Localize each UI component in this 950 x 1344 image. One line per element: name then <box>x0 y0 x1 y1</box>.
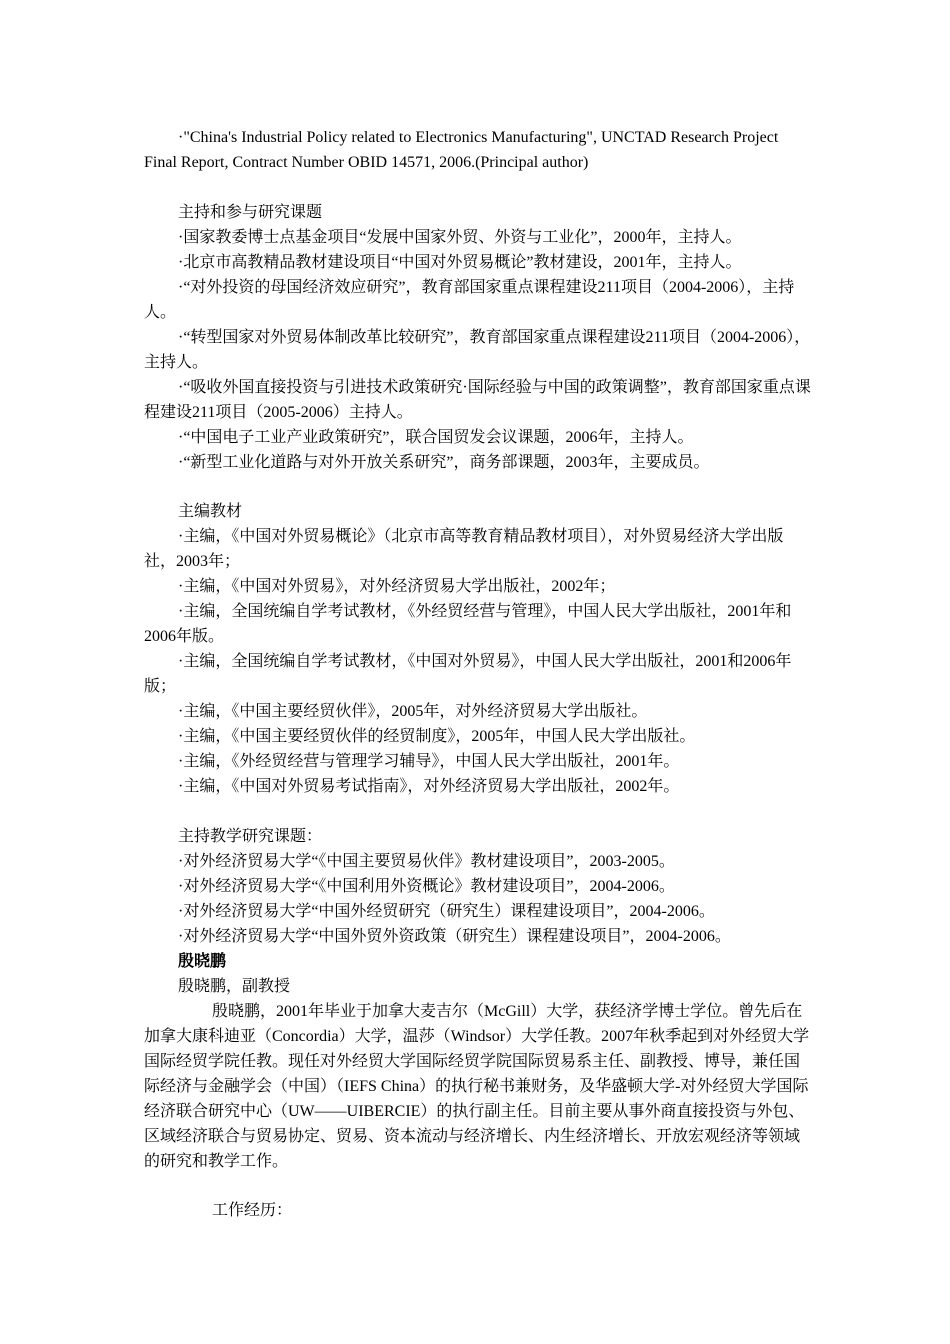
teaching-item: ·对外经济贸易大学“《中国利用外资概论》教材建设项目”，2004-2006。 <box>178 878 675 895</box>
work-heading: 工作经历： <box>212 1202 293 1219</box>
teaching-item: ·对外经济贸易大学“中国外贸外资政策（研究生）课程建设项目”，2004-2006。 <box>178 928 731 945</box>
textbook-item: ·主编，《中国对外贸易》，对外经济贸易大学出版社，2002年； <box>178 578 616 595</box>
textbook-item: ·主编，《外经贸经营与管理学习辅导》，中国人民大学出版社，2001年。 <box>178 753 680 770</box>
research-item: ·“新型工业化道路与对外开放关系研究”，商务部课题，2003年，主要成员。 <box>178 454 710 471</box>
textbook-item: ·主编，《中国主要经贸伙伴的经贸制度》，2005年，中国人民大学出版社。 <box>178 728 696 745</box>
research-item: ·“对外投资的母国经济效应研究”，教育部国家重点课程建设211项目（2004-2006），主持人。 <box>144 279 795 321</box>
person-title: 殷晓鹏，副教授 <box>178 978 291 995</box>
research-item: ·国家教委博士点基金项目“发展中国家外贸、外资与工业化”，2000年，主持人。 <box>178 229 742 246</box>
research-item: ·“转型国家对外贸易体制改革比较研究”，教育部国家重点课程建设211项目（2004-2006），主持人。 <box>144 329 811 371</box>
teaching-item: ·对外经济贸易大学“中国外经贸研究（研究生）课程建设项目”，2004-2006。 <box>178 903 715 920</box>
textbook-item: ·主编，全国统编自学考试教材，《中国对外贸易》，中国人民大学出版社，2001和2006年版； <box>144 653 792 695</box>
person-bio: 殷晓鹏，2001年毕业于加拿大麦吉尔（McGill）大学，获经济学博士学位。曾先后在加拿大康科迪亚（Concordia）大学，温莎（Windsor）大学任教。2007年秋季起到对外经贸大学国际经贸学院任教。现任对外经贸大学国际经贸学院国际贸易系主任、副教授、博导，兼任国际经济与金融学会（中国）（IEFS China）的执行秘书兼财务，及华盛顿大学-对外经贸大学国际经济联合研究中心（UW——UIBERCIE）的执行副主任。目前主要从事外商直接投资与外包、区域经济联合与贸易协定、贸易、资本流动与经济增长、内生经济增长、开放宏观经济等领域的研究和教学工作。 <box>144 1003 810 1170</box>
textbook-item: ·主编，《中国对外贸易概论》（北京市高等教育精品教材项目），对外贸易经济大学出版社，2003年； <box>144 528 784 570</box>
textbook-item: ·主编，全国统编自学考试教材，《外经贸经营与管理》，中国人民大学出版社，2001年和2006年版。 <box>144 603 792 645</box>
person-name: 殷晓鹏 <box>178 953 227 970</box>
research-item: ·北京市高教精品教材建设项目“中国对外贸易概论”教材建设，2001年，主持人。 <box>178 254 742 271</box>
paper-reference: ·"China's Industrial Policy related to Electronics Manufacturing", UNCTAD Research Project Final Report, Contract Number OBID 14571, 2006.(Principal author) <box>144 129 779 171</box>
textbook-heading: 主编教材 <box>178 503 243 520</box>
research-item: ·“吸收外国直接投资与引进技术政策研究·国际经验与中国的政策调整”，教育部国家重点课程建设211项目（2005-2006）主持人。 <box>144 379 811 421</box>
teaching-item: ·对外经济贸易大学“《中国主要贸易伙伴》教材建设项目”，2003-2005。 <box>178 853 675 870</box>
textbook-item: ·主编，《中国主要经贸伙伴》，2005年，对外经济贸易大学出版社。 <box>178 703 648 720</box>
research-heading: 主持和参与研究课题 <box>178 204 323 221</box>
research-item: ·“中国电子工业产业政策研究”，联合国贸发会议课题，2006年，主持人。 <box>178 429 694 446</box>
teaching-heading: 主持教学研究课题： <box>178 828 323 845</box>
textbook-item: ·主编，《中国对外贸易考试指南》，对外经济贸易大学出版社，2002年。 <box>178 778 680 795</box>
